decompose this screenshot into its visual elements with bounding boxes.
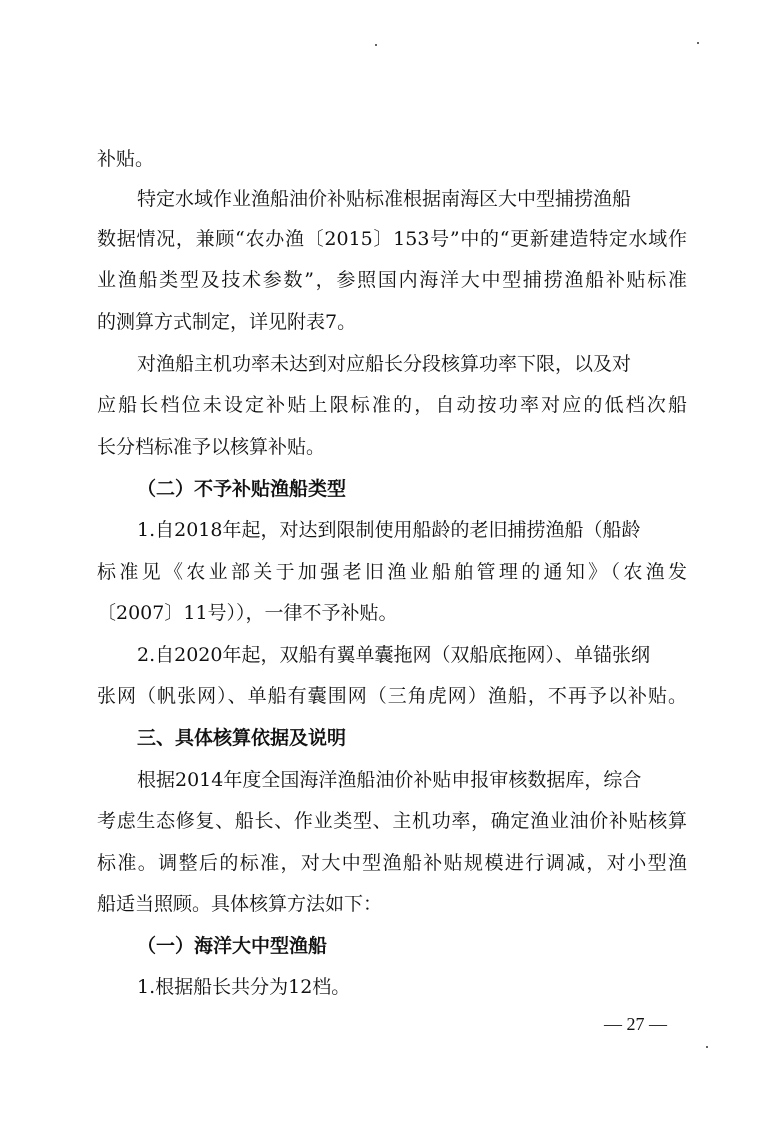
text-line: 2.自2020年起，双船有翼单囊拖网（双船底拖网）、单锚张纲 xyxy=(137,644,650,666)
text-line: 标准见《农业部关于加强老旧渔业船舶管理的通知》（农渔发 xyxy=(97,561,687,583)
section-heading: （一）海洋大中型渔船 xyxy=(137,935,328,957)
text-line: 业渔船类型及技术参数”，参照国内海洋大中型捕捞渔船补贴标准 xyxy=(97,269,687,291)
text-line: 长分档标准予以核算补贴。 xyxy=(97,436,326,458)
text-line: 的测算方式制定，详见附表7。 xyxy=(97,311,357,333)
scan-speck xyxy=(375,44,377,46)
section-heading: （二）不予补贴渔船类型 xyxy=(137,478,347,500)
text-line: 1.根据船长共分为12档。 xyxy=(137,976,351,998)
text-line: 1.自2018年起，对达到限制使用船龄的老旧捕捞渔船（船龄 xyxy=(137,519,641,541)
text-line: 〔2007〕11号）），一律不予补贴。 xyxy=(97,602,398,624)
scan-speck xyxy=(706,1046,708,1048)
page-number: — 27 — xyxy=(604,1014,667,1034)
text-line: 补贴。 xyxy=(97,148,155,170)
text-line: 考虑生态修复、船长、作业类型、主机功率，确定渔业油价补贴核算 xyxy=(97,810,687,832)
text-line: 标准。调整后的标准，对大中型渔船补贴规模进行调减，对小型渔 xyxy=(97,852,687,874)
text-line: 张网（帆张网）、单船有囊围网（三角虎网）渔船，不再予以补贴。 xyxy=(97,685,687,707)
text-line: 应船长档位未设定补贴上限标准的，自动按功率对应的低档次船 xyxy=(97,394,687,416)
text-line: 对渔船主机功率未达到对应船长分段核算功率下限，以及对 xyxy=(137,353,632,375)
text-line: 船适当照顾。具体核算方法如下： xyxy=(97,893,383,915)
text-line: 根据2014年度全国海洋渔船油价补贴申报审核数据库，综合 xyxy=(137,769,642,791)
text-line: 特定水域作业渔船油价补贴标准根据南海区大中型捕捞渔船 xyxy=(137,188,632,210)
scan-speck xyxy=(697,42,699,44)
section-heading: 三、具体核算依据及说明 xyxy=(137,727,347,749)
text-line: 数据情况，兼顾“农办渔〔2015〕153号”中的“更新建造特定水域作 xyxy=(97,228,687,250)
